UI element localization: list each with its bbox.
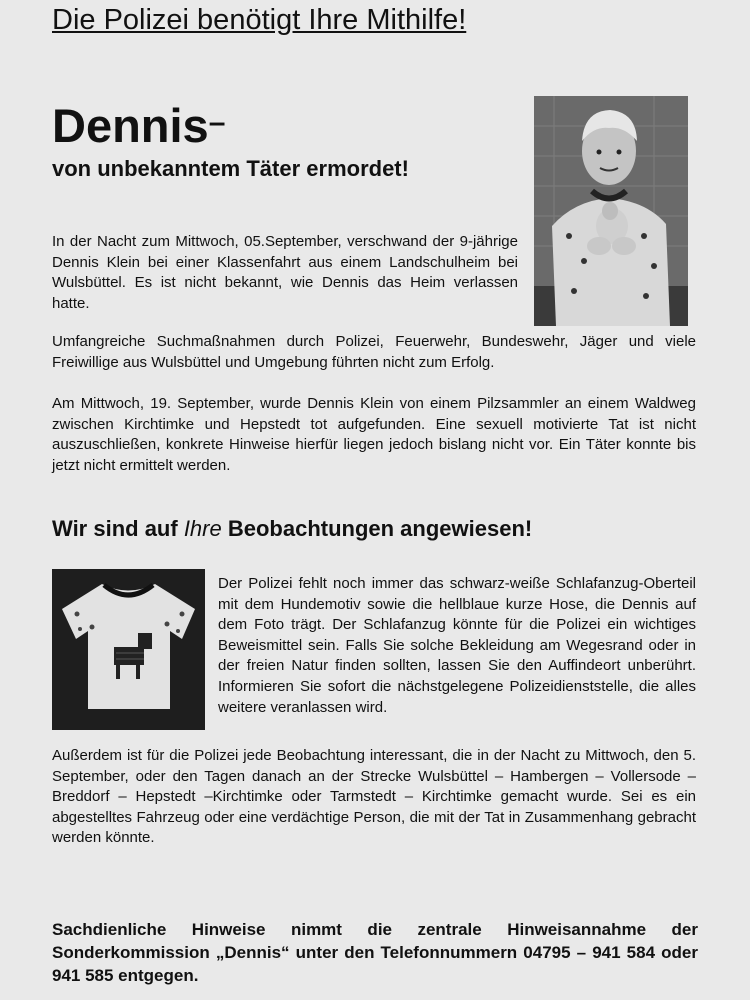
paragraph-3: Am Mittwoch, 19. September, wurde Dennis Klein von einem Pilzsammler an einem Waldweg zwischen Kirchtimke und Hepstedt tot aufgefunden. Eine sexuell motivierte Tat ist nicht auszuschließen, konkrete Hinweise hierfür liegen jedoch bislang nicht vor. Ein Täter konnte bis jetzt nicht ermittelt werden. (52, 395, 696, 474)
paragraph-5: Außerdem ist für die Polizei jede Beobachtung interessant, die in der Nacht zu Mittwoch, den 5. September, oder den Tagen danach an der Strecke Wulsbüttel – Hambergen – Vollersode – Breddorf – Hepstedt –Kirchtimke oder Tarmstedt – Kirchtimke gemacht wurde. Sei es ein abgestelltes Fahrzeug oder eine verdächtige Person, die mit der Tat in Zusammenhang gebracht werden könnte. (52, 747, 696, 847)
name-dash: – (208, 106, 226, 139)
paragraph-3-block (52, 394, 696, 476)
section-heading-emphasis: Ihre (183, 516, 222, 541)
paragraph-5-block (52, 746, 696, 849)
shirt-photo (52, 569, 205, 730)
contact-notice: Sachdienliche Hinweise nimmt die zentrale Hinweisannahme der Sonderkommission „Dennis“ unter den Telefonnummern 04795 – 941 584 oder 941 585 entgegen. (52, 920, 698, 985)
paragraph-1: In der Nacht zum Mittwoch, 05.September, verschwand der 9-jährige Dennis Klein bei einer Klassenfahrt aus einem Landschulheim bei Wulsbüttel. Es ist nicht bekannt, wie Dennis das Heim verlassen hatte. (52, 233, 518, 312)
boy-photo (534, 96, 688, 326)
paragraph-2-block (52, 332, 696, 373)
paragraph-4: Der Polizei fehlt noch immer das schwarz-weiße Schlafanzug-Oberteil mit dem Hundemotiv sowie die hellblaue kurze Hose, die Dennis auf dem Foto trägt. Der Schlafanzug könnte für die Polizei ein wichtiges Beweismittel sein. Falls Sie solche Bekleidung am Wegesrand oder in der freien Natur finden sollten, lassen Sie den Auffindeort unberührt. Informieren Sie sofort die nächstgelegene Polizeidienststelle, die alles weitere veranlassen wird. (218, 575, 696, 716)
paragraph-2: Umfangreiche Suchmaßnahmen durch Polizei, Feuerwehr, Bundeswehr, Jäger und viele Freiwillige aus Wulsbüttel und Umgebung führten nicht zum Erfolg. (52, 333, 696, 371)
victim-name-text: Dennis (52, 99, 209, 152)
boy-photo-image (534, 96, 688, 326)
section-heading-after: Beobachtungen angewiesen! (221, 516, 533, 541)
section-heading (52, 516, 532, 542)
shirt-photo-image (52, 569, 205, 730)
section-heading-before: Wir sind auf (52, 516, 184, 541)
paragraph-1-block (52, 232, 518, 314)
page-headline: Die Polizei benötigt Ihre Mithilfe! (52, 4, 467, 36)
victim-name (52, 98, 225, 153)
subtitle: von unbekanntem Täter ermordet! (52, 156, 409, 181)
paragraph-4-block (218, 574, 696, 718)
